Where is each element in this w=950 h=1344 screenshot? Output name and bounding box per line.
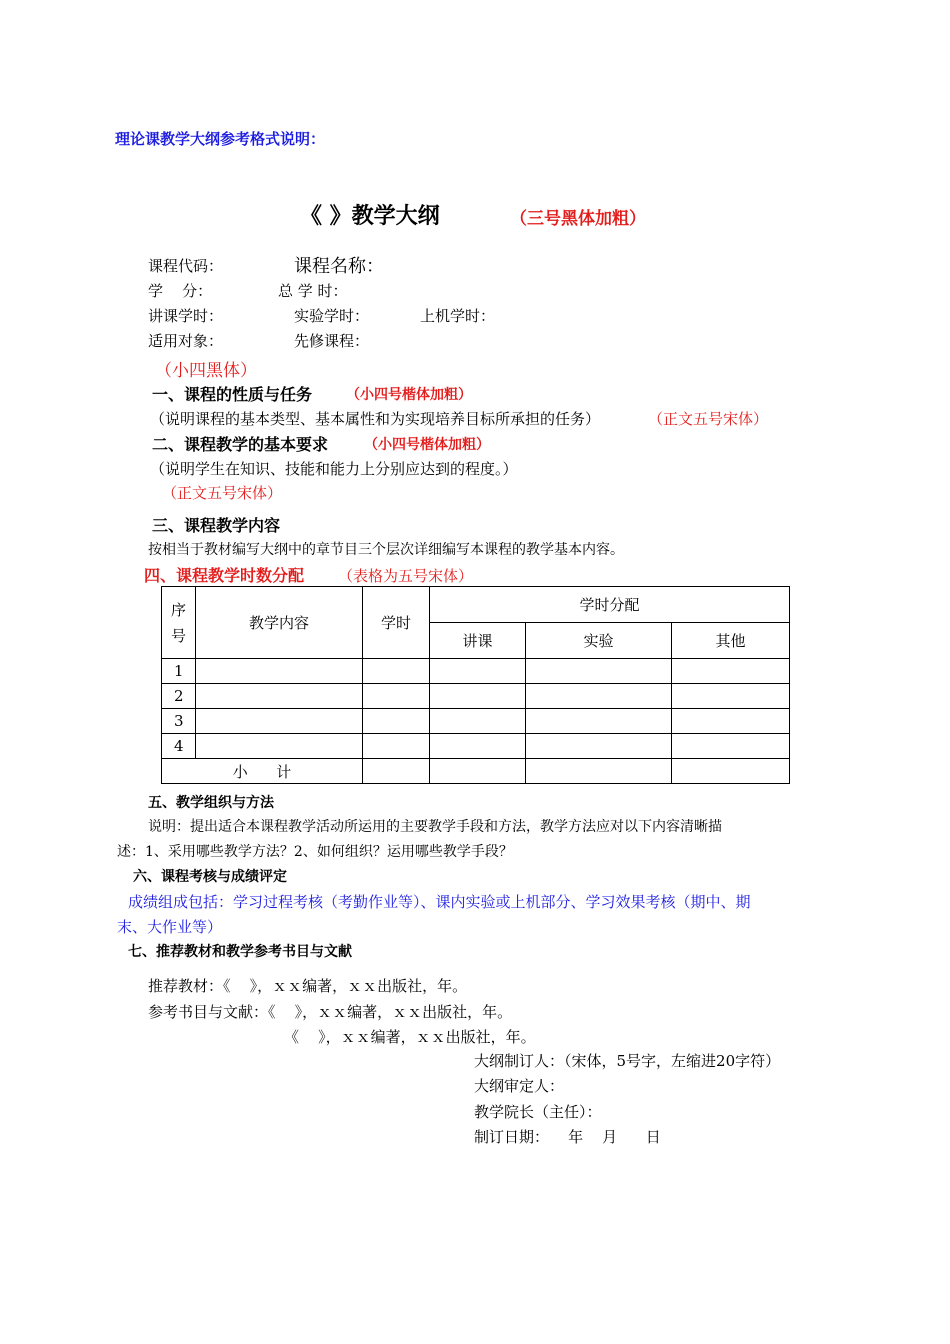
row-index: 4 (162, 734, 196, 759)
revision-date: 制订日期： 年 月 日 (474, 1128, 661, 1146)
prereq-label: 先修课程： (294, 332, 370, 350)
header-other: 其他 (672, 623, 790, 659)
lecture-hours-label: 讲课学时： (148, 307, 224, 325)
reference-1: 参考书目与文献：《 》，ｘｘ编著，ｘｘ出版社，年。 (148, 1003, 513, 1021)
section2-desc: （说明学生在知识、技能和能力上分别应达到的程度。） (150, 460, 518, 478)
syllabus-reviewer: 大纲审定人： (474, 1077, 565, 1095)
table-row (162, 684, 790, 709)
title-font-note: （三号黑体加粗） (510, 209, 646, 229)
section2-heading: 二、课程教学的基本要求 (152, 435, 329, 454)
header-distribution: 学时分配 (430, 587, 790, 623)
course-info-font-note: （小四黑体） (155, 361, 257, 381)
table-row (162, 659, 790, 684)
subtotal-label: 小 计 (162, 759, 363, 784)
computer-hours-label: 上机学时： (420, 307, 496, 325)
header-lab: 实验 (526, 623, 672, 659)
lab-hours-label: 实验学时： (294, 307, 370, 325)
header-note: 理论课教学大纲参考格式说明： (115, 130, 326, 148)
section6-desc-line1: 成绩组成包括：学习过程考核（考勤作业等）、课内实验或上机部分、学习效果考核（期中、期 (128, 893, 751, 911)
row-index: 3 (162, 709, 196, 734)
dean-signature: 教学院长（主任）： (474, 1103, 602, 1121)
section2-desc-font-note: （正文五号宋体） (162, 484, 283, 502)
recommended-textbook: 推荐教材：《 》，ｘｘ编著，ｘｘ出版社，年。 (148, 977, 468, 995)
section4-font-note: （表格为五号宋体） (338, 567, 474, 585)
section1-font-note: （小四号楷体加粗） (346, 387, 472, 403)
section1-desc: （说明课程的基本类型、基本属性和为实现培养目标所承担的任务） (150, 410, 601, 428)
section2-font-note: （小四号楷体加粗） (364, 437, 490, 453)
section7-heading: 七、推荐教材和教学参考书目与文献 (128, 944, 352, 960)
header-lecture: 讲课 (430, 623, 526, 659)
syllabus-author: 大纲制订人：（宋体，5号字，左缩进20字符） (474, 1052, 781, 1070)
table-row (162, 734, 790, 759)
section3-heading: 三、课程教学内容 (152, 516, 281, 535)
page-title: 《 》教学大纲 (300, 204, 440, 229)
hours-distribution-table (161, 586, 790, 784)
course-code-label: 课程代码： (148, 257, 224, 275)
section5-heading: 五、教学组织与方法 (148, 795, 274, 811)
header-content: 教学内容 (196, 587, 363, 659)
credit-label: 学 分： (148, 282, 213, 300)
subtotal-row (162, 759, 790, 784)
total-hours-label: 总 学 时： (278, 282, 348, 300)
reference-2: 《 》，ｘｘ编著，ｘｘ出版社，年。 (284, 1028, 536, 1046)
course-name-label: 课程名称： (294, 256, 384, 277)
row-index: 2 (162, 684, 196, 709)
header-hours: 学时 (363, 587, 430, 659)
audience-label: 适用对象： (148, 332, 224, 350)
section1-heading: 一、课程的性质与任务 (152, 385, 313, 404)
section4-heading: 四、课程教学时数分配 (144, 566, 305, 585)
section5-desc-line1: 说明：提出适合本课程教学活动所运用的主要教学手段和方法，教学方法应对以下内容清晰描 (148, 819, 722, 835)
header-index: 序号 (162, 587, 196, 659)
section6-heading: 六、课程考核与成绩评定 (133, 869, 287, 885)
section5-desc-line2: 述：1、采用哪些教学方法？2、如何组织？运用哪些教学手段？ (117, 844, 513, 860)
row-index: 1 (162, 659, 196, 684)
section3-desc: 按相当于教材编写大纲中的章节目三个层次详细编写本课程的教学基本内容。 (148, 542, 624, 558)
section1-desc-font-note: （正文五号宋体） (648, 410, 769, 428)
table-row (162, 709, 790, 734)
section6-desc-line2: 末、大作业等） (117, 918, 223, 936)
